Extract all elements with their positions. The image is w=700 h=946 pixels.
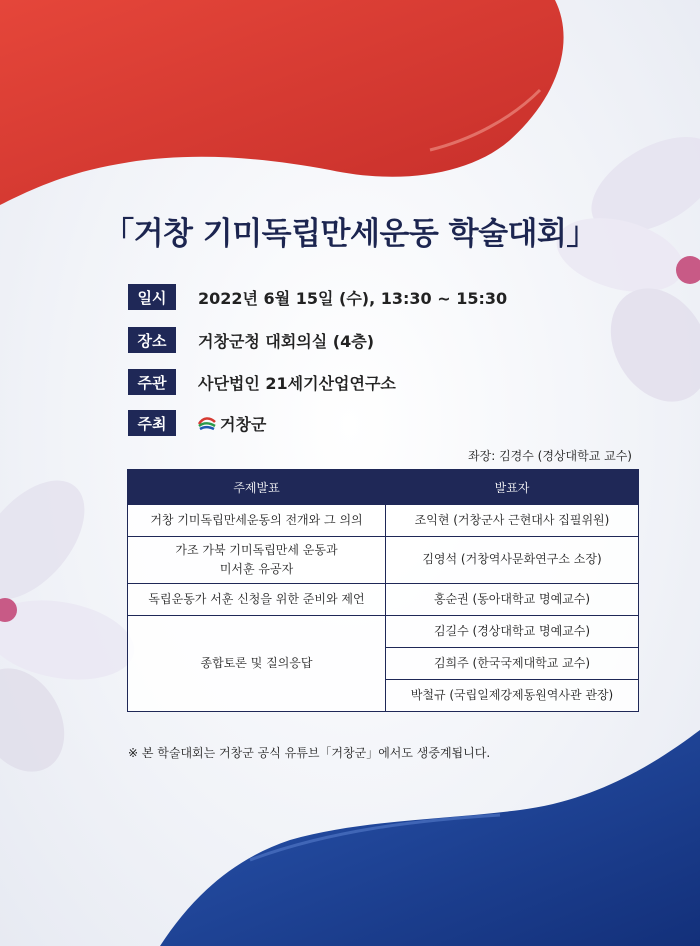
discussant-cell: 김희주 (한국국제대학교 교수) [386,648,639,680]
table-row [128,616,639,648]
speaker-cell: 조익현 (거창군사 근현대사 집필위원) [386,505,639,537]
hibiscus-flower-right [548,117,700,419]
column-header-topic: 주제발표 [128,470,386,505]
livestream-footnote: ※ 본 학술대회는 거창군 공식 유튜브「거창군」에서도 생중계됩니다. [128,746,491,760]
topic-cell: 거창 기미독립만세운동의 전개와 그 의의 [128,505,386,537]
discussion-topic-cell: 종합토론 및 질의응답 [128,616,386,712]
info-row-venue [128,327,374,353]
table-header-row [128,470,639,505]
topic-cell: 가조 가북 기미독립만세 운동과 미서훈 유공자 [128,537,386,584]
host-name: 거창군 [220,414,267,434]
topic-cell: 독립운동가 서훈 신청을 위한 준비와 제언 [128,584,386,616]
info-row-organizer [128,369,396,395]
info-value: 2022년 6월 15일 (수), 13:30 ~ 15:30 [198,288,508,308]
info-row-host [128,410,266,436]
info-label: 주최 [128,410,176,436]
chair-person: 좌장: 김경수 (경상대학교 교수) [468,449,632,463]
info-label: 일시 [128,284,176,310]
table-row [128,584,639,616]
discussant-cell: 김길수 (경상대학교 명예교수) [386,616,639,648]
info-label: 주관 [128,369,176,395]
red-swirl [0,0,564,205]
info-value [198,412,266,435]
discussant-cell: 박철규 (국립일제강제동원역사관 관장) [386,680,639,712]
blue-swirl [160,730,700,946]
info-value: 사단법인 21세기산업연구소 [198,373,396,393]
speaker-cell: 홍순권 (동아대학교 명예교수) [386,584,639,616]
geochang-county-logo-icon [198,414,216,432]
speaker-cell: 김영석 (거창역사문화연구소 소장) [386,537,639,584]
info-row-date [128,284,507,310]
table-row [128,537,639,584]
info-value: 거창군청 대회의실 (4층) [198,331,375,351]
table-row [128,505,639,537]
column-header-speaker: 발표자 [386,470,639,505]
info-label: 장소 [128,327,176,353]
hibiscus-flower-left [0,461,140,788]
program-table [127,469,639,712]
page-title: 「거창 기미독립만세운동 학술대회」 [103,216,597,252]
